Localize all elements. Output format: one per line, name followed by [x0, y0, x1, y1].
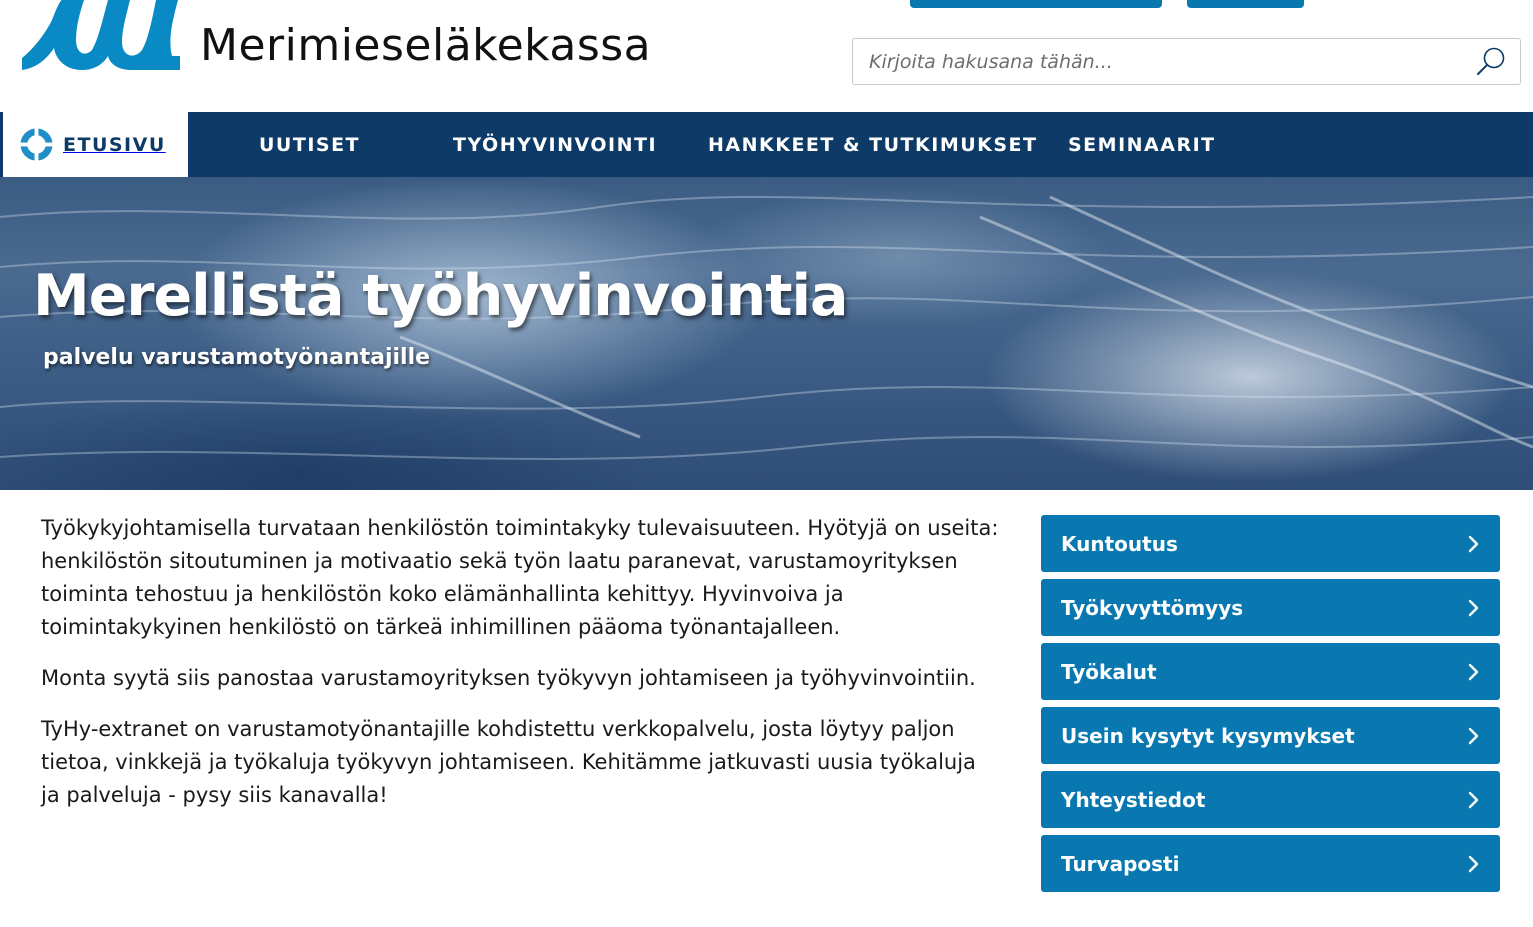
sidebar-item-turvaposti[interactable]	[1041, 835, 1500, 892]
logo-text: Merimieseläkekassa	[200, 20, 652, 71]
nav-item-etusivu[interactable]	[3, 112, 188, 177]
lifebuoy-icon	[20, 128, 53, 161]
hero-subtitle: palvelu varustamotyönantajille	[43, 345, 431, 370]
nav-item-hankkeet-tutkimukset[interactable]: HANKKEET & TUTKIMUKSET	[708, 133, 1038, 156]
sidebar-item-tyokyvyttomyys[interactable]	[1041, 579, 1500, 636]
chevron-right-icon	[1466, 663, 1480, 681]
sea-background-image	[0, 177, 1533, 490]
search-box	[852, 38, 1521, 85]
sidebar-item-label: Turvaposti	[1061, 851, 1180, 876]
sidebar-item-tyokalut[interactable]	[1041, 643, 1500, 700]
nav-item-uutiset[interactable]: UUTISET	[259, 133, 361, 156]
chevron-right-icon	[1466, 855, 1480, 873]
sidebar-item-label: Kuntoutus	[1061, 531, 1178, 556]
hero-title: Merellistä työhyvinvointia	[33, 263, 848, 329]
sidebar-item-kuntoutus[interactable]	[1041, 515, 1500, 572]
chevron-right-icon	[1466, 791, 1480, 809]
intro-paragraph-2: Monta syytä siis panostaa varustamoyrityksen työkyvyn johtamiseen ja työhyvinvointiin.	[41, 666, 976, 690]
chevron-right-icon	[1466, 535, 1480, 553]
sidebar-item-label: Työkalut	[1061, 659, 1157, 684]
top-link-button-2[interactable]	[1187, 0, 1304, 8]
sidebar-item-usein-kysytyt[interactable]	[1041, 707, 1500, 764]
top-link-button-1[interactable]	[910, 0, 1162, 8]
sidebar-item-label: Usein kysytyt kysymykset	[1061, 723, 1355, 748]
sidebar-menu	[1041, 515, 1500, 899]
sidebar-item-label: Yhteystiedot	[1061, 787, 1206, 812]
chevron-right-icon	[1466, 727, 1480, 745]
hero-banner	[0, 177, 1533, 490]
search-icon[interactable]	[1474, 45, 1508, 79]
logo-mark	[22, 0, 180, 70]
nav-home-label: ETUSIVU	[63, 133, 166, 156]
intro-paragraph-1: Työkykyjohtamisella turvataan henkilöstön toimintakyky tulevaisuuteen. Hyötyjä on useita: henkilöstön sitoutuminen ja motivaatio sekä työn laatu paranevat, varustamoyrityksen toiminta tehostuu ja henkilöstön koko elämänhallinta kehittyy. Hyvinvoiva ja toimintakykyinen henkilöstö on tärkeä inhimillinen pääoma työnantajalleen.	[41, 516, 999, 639]
search-input[interactable]	[867, 45, 1457, 79]
intro-paragraph-3: TyHy-extranet on varustamotyönantajille kohdistettu verkkopalvelu, josta löytyy paljon tietoa, vinkkejä ja työkaluja työkyvyn johtamiseen. Kehitämme jatkuvasti uusia työkaluja ja palveluja - pysy siis kanavalla!	[41, 717, 976, 807]
nav-item-tyohyvinvointi[interactable]: TYÖHYVINVOINTI	[453, 133, 658, 156]
site-header	[0, 0, 1533, 112]
nav-item-seminaarit[interactable]: SEMINAARIT	[1068, 133, 1216, 156]
sidebar-item-label: Työkyvyttömyys	[1061, 595, 1244, 620]
sidebar-item-yhteystiedot[interactable]	[1041, 771, 1500, 828]
chevron-right-icon	[1466, 599, 1480, 617]
main-nav	[0, 112, 1533, 177]
main-content	[41, 512, 1001, 830]
